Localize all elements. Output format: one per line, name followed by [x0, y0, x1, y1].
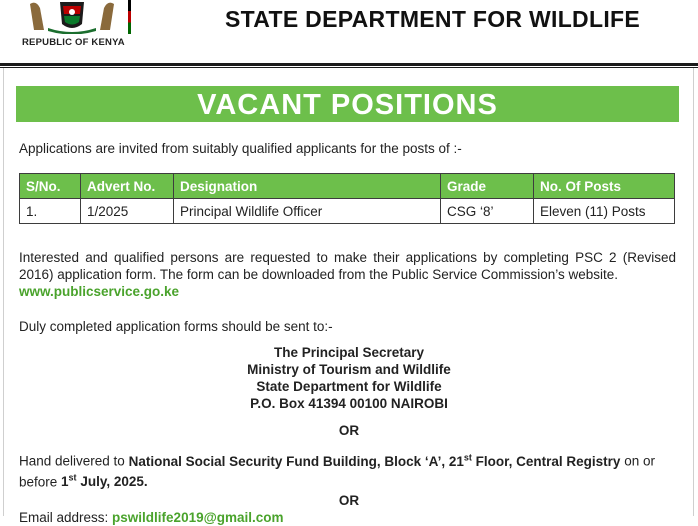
cell-posts: Eleven (11) Posts	[534, 199, 675, 224]
floor-suffix: st	[463, 452, 472, 462]
vacant-positions-banner: VACANT POSITIONS	[16, 86, 679, 122]
header-divider	[0, 63, 698, 66]
cell-designation: Principal Wildlife Officer	[174, 199, 441, 224]
or-separator-1: OR	[338, 423, 360, 438]
col-header-posts: No. Of Posts	[534, 174, 675, 199]
website-link[interactable]: www.publicservice.go.ke	[19, 284, 180, 299]
address-block	[0, 344, 698, 412]
table-header-row	[20, 174, 675, 199]
cell-grade: CSG ‘8’	[441, 199, 534, 224]
hand-delivery-prefix: Hand delivered to	[19, 453, 129, 469]
kenya-flag-bar	[128, 0, 131, 34]
letterhead	[0, 0, 698, 64]
delivery-location-tail: Floor, Central Registry	[471, 453, 621, 469]
address-line-4: P.O. Box 41394 00100 NAIROBI	[250, 396, 448, 411]
address-line-2: Ministry of Tourism and Wildlife	[247, 362, 451, 377]
email-line	[19, 509, 284, 526]
delivery-location: National Social Security Fund Building, Block ‘A’, 21	[128, 453, 464, 469]
deadline-suffix: st	[68, 472, 77, 483]
col-header-sno: S/No.	[20, 174, 81, 199]
republic-label: REPUBLIC OF KENYA	[22, 37, 125, 48]
address-line-1: The Principal Secretary	[273, 345, 425, 360]
instructions-block	[19, 249, 676, 300]
send-to-label: Duly completed application forms should be sent to:-	[19, 319, 333, 334]
or-separator-2: OR	[338, 493, 360, 508]
col-header-advert: Advert No.	[81, 174, 174, 199]
instructions-text: Interested and qualified persons are requested to make their applications by completing PSC 2 (Revised 2016) application form. The form can be downloaded from the Public Service Commission’s website.	[19, 250, 676, 282]
vacancy-table	[19, 173, 675, 224]
intro-text: Applications are invited from suitably qualified applicants for the posts of :-	[19, 141, 462, 156]
col-header-grade: Grade	[441, 174, 534, 199]
cell-sno: 1.	[20, 199, 81, 224]
col-header-designation: Designation	[174, 174, 441, 199]
deadline-day: 1	[61, 474, 69, 489]
email-label: Email address:	[19, 510, 113, 525]
table-row	[20, 199, 675, 224]
coat-of-arms-icon	[22, 0, 122, 34]
hand-delivery-middle: on or before	[19, 453, 655, 489]
address-line-3: State Department for Wildlife	[256, 379, 442, 394]
deadline-date: July, 2025.	[76, 474, 148, 489]
department-title: STATE DEPARTMENT FOR WILDLIFE	[225, 6, 640, 32]
cell-advert: 1/2025	[81, 199, 174, 224]
hand-delivery-text	[19, 449, 676, 490]
email-link[interactable]: pswildlife2019@gmail.com	[112, 510, 284, 525]
